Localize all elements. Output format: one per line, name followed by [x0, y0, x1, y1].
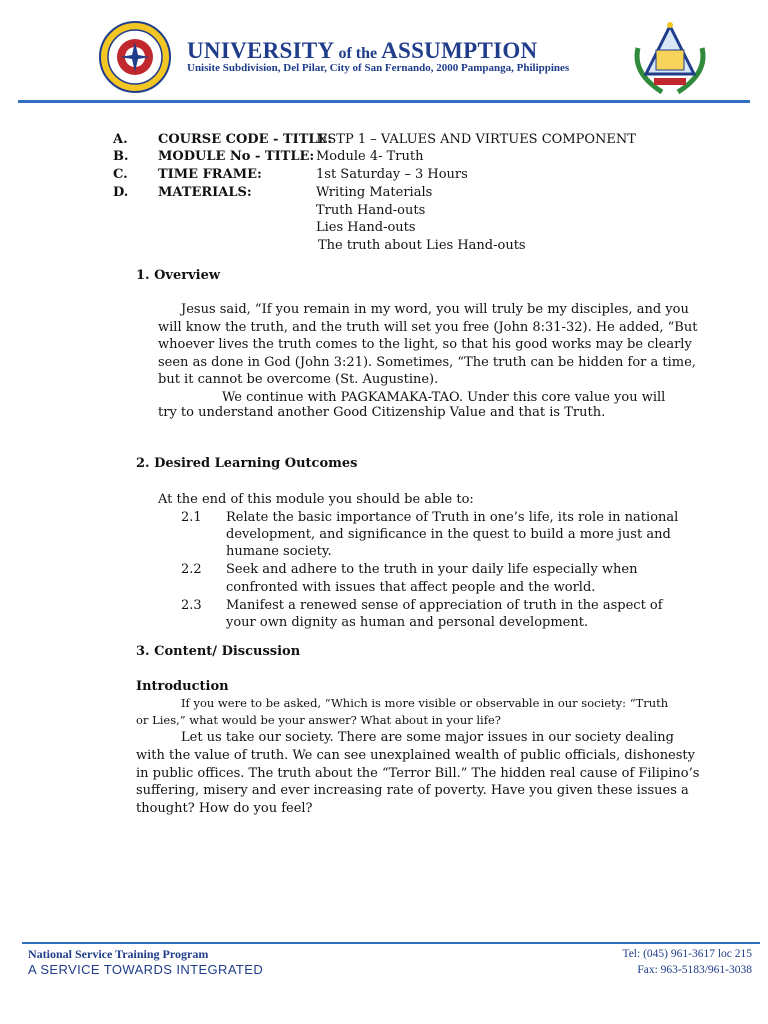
outcome-line: humane society. — [226, 544, 332, 559]
overview-line: will know the truth, and the truth will set you free (John 8:31-32). He added, “But — [158, 320, 698, 335]
header-rule — [18, 100, 750, 103]
outcome-line: your own dignity as human and personal development. — [226, 615, 589, 630]
outcomes-intro: At the end of this module you should be able to: — [158, 492, 474, 507]
outcome-line: Manifest a renewed sense of appreciation of truth in the aspect of — [226, 598, 663, 613]
content-heading: 3. Content/ Discussion — [136, 644, 301, 659]
course-info-letter: A. — [113, 132, 128, 147]
course-info-letter: B. — [113, 149, 129, 164]
outcome-line: confronted with issues that affect people and the world. — [226, 580, 596, 595]
course-info-value: Module 4- Truth — [316, 149, 424, 164]
course-info-label: MODULE No - TITLE: — [158, 149, 315, 164]
course-info-value: 1st Saturday – 3 Hours — [316, 167, 468, 182]
course-info-label: COURSE CODE - TITLE: — [158, 132, 333, 147]
outcome-number: 2.3 — [181, 598, 202, 613]
university-word: UNIVERSITY — [187, 38, 335, 63]
intro-question-line: or Lies,” what would be your answer? What about in your life? — [136, 713, 501, 727]
content-line: in public offices. The truth about the “Terror Bill.” The hidden real cause of Filipino’s — [136, 766, 700, 781]
outcome-number: 2.1 — [181, 510, 202, 525]
overview-line: but it cannot be overcome (St. Augustine). — [158, 372, 439, 387]
course-info-value: Writing Materials — [316, 185, 433, 200]
footer-program: National Service Training Program — [28, 947, 209, 961]
materials-item: Truth Hand-outs — [316, 203, 426, 218]
outcome-number: 2.2 — [181, 562, 202, 577]
content-line: thought? How do you feel? — [136, 801, 313, 816]
overview-line: We continue with PAGKAMAKA-TAO. Under this core value you will — [222, 390, 666, 405]
intro-question-line: If you were to be asked, “Which is more visible or observable in our society: “Truth — [181, 696, 669, 710]
outcome-line: Seek and adhere to the truth in your daily life especially when — [226, 562, 638, 577]
overview-line: seen as done in God (John 3:21). Sometimes, “The truth can be hidden for a time, — [158, 355, 696, 370]
university-seal-icon — [98, 20, 172, 94]
outcomes-heading: 2. Desired Learning Outcomes — [136, 456, 358, 471]
crest-laurel-icon — [628, 18, 712, 98]
footer-tagline: A SERVICE TOWARDS INTEGRATED — [28, 962, 264, 977]
overview-line: Jesus said, “If you remain in my word, you will truly be my disciples, and you — [181, 302, 689, 317]
introduction-heading: Introduction — [136, 679, 229, 694]
overview-line: try to understand another Good Citizenship Value and that is Truth. — [158, 405, 606, 420]
footer-tel: Tel: (045) 961-3617 loc 215 — [622, 948, 752, 960]
footer-rule — [22, 942, 760, 944]
overview-heading: 1. Overview — [136, 268, 221, 283]
course-info-label: TIME FRAME: — [158, 167, 262, 182]
materials-item: The truth about Lies Hand-outs — [318, 238, 526, 253]
overview-line: whoever lives the truth comes to the light, so that his good works may be clearly — [158, 337, 692, 352]
footer-fax: Fax: 963-5183/961-3038 — [637, 964, 752, 976]
content-line: with the value of truth. We can see unexplained wealth of public officials, dishonesty — [136, 748, 695, 763]
university-address: Unisite Subdivision, Del Pilar, City of San Fernando, 2000 Pampanga, Philippines — [187, 62, 570, 74]
content-line: suffering, misery and ever increasing rate of poverty. Have you given these issues a — [136, 783, 689, 798]
course-info-letter: D. — [113, 185, 129, 200]
content-line: Let us take our society. There are some major issues in our society dealing — [181, 730, 675, 745]
outcome-line: Relate the basic importance of Truth in one’s life, its role in national — [226, 510, 679, 525]
course-info-letter: C. — [113, 167, 128, 182]
assumption-word: ASSUMPTION — [381, 38, 538, 63]
outcome-line: development, and significance in the quest to build a more just and — [226, 527, 671, 542]
university-name — [187, 38, 537, 64]
course-info-value: NSTP 1 – VALUES AND VIRTUES COMPONENT — [316, 132, 636, 147]
of-the-word: of the — [334, 45, 382, 62]
course-info-label: MATERIALS: — [158, 185, 252, 200]
materials-item: Lies Hand-outs — [316, 220, 416, 235]
